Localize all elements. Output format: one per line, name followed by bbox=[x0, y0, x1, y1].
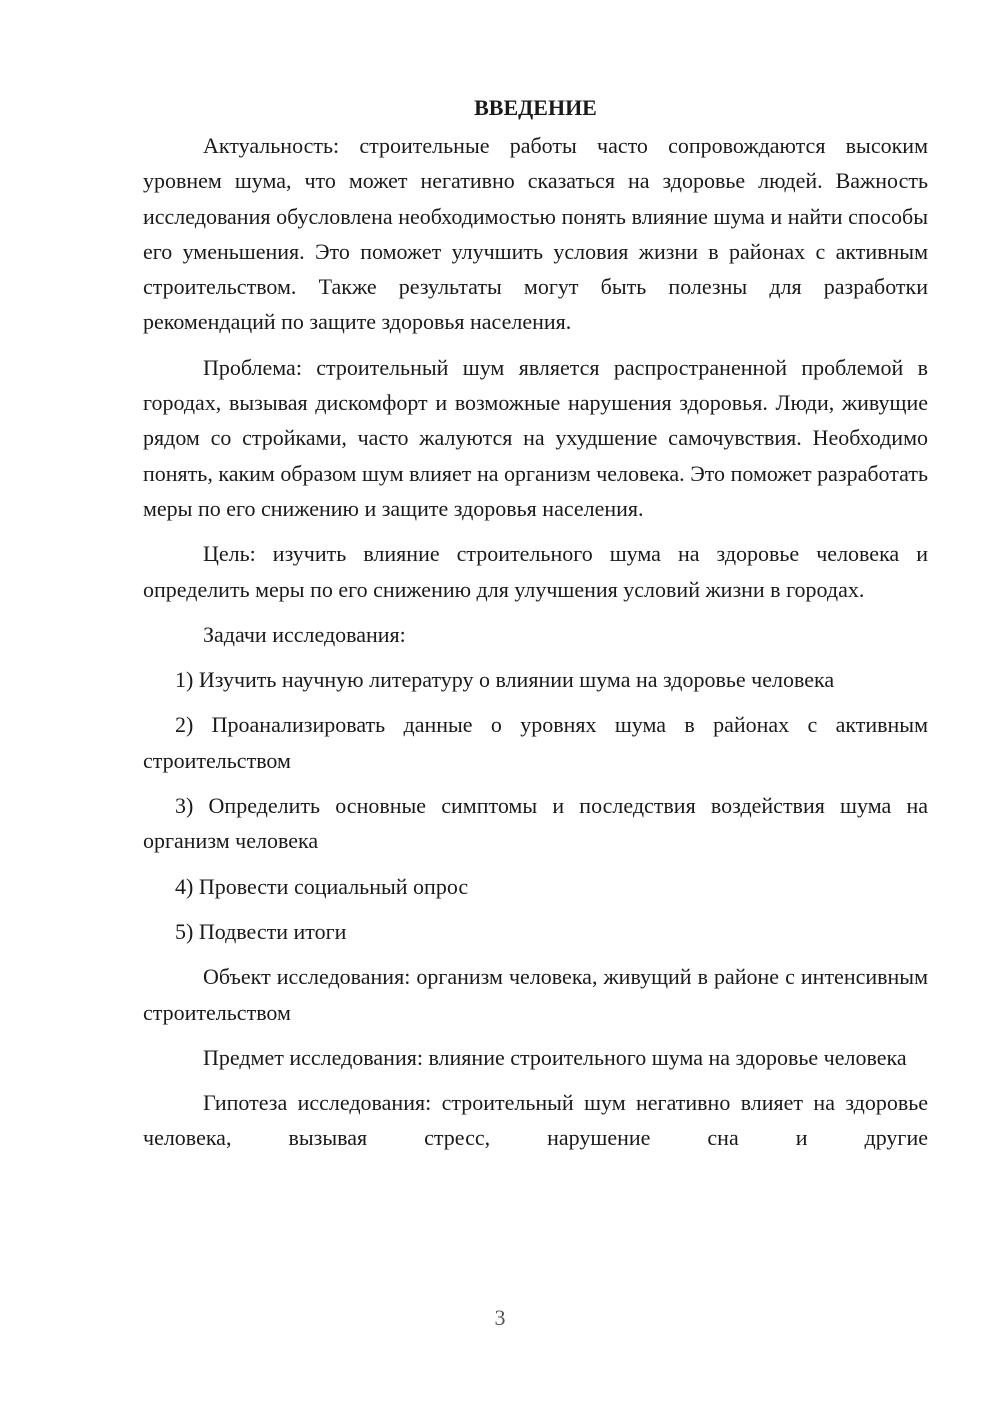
task-item-4: 4) Провести социальный опрос bbox=[175, 873, 469, 899]
task-item-3: 3) Определить основные симптомы и последствия воздействия шума на организм человека bbox=[143, 793, 928, 854]
task-item-5: 5) Подвести итоги bbox=[175, 918, 347, 944]
tasks-title: Задачи исследования: bbox=[203, 621, 406, 647]
page-number: 3 bbox=[494, 1305, 506, 1330]
subject-paragraph: Предмет исследования: влияние строительного шума на здоровье человека bbox=[203, 1044, 907, 1070]
relevance-paragraph: Актуальность: строительные работы часто сопровождаются высоким уровнем шума, что может негативно сказаться на здоровье людей. Важность исследования обусловлена необходимостью понять влияние шума и найти способы его уменьшения. Это поможет улучшить условия жизни в районах с активным строительством. Также результаты могут быть полезны для разработки рекомендаций по защите здоровья населения. bbox=[143, 133, 928, 335]
goal-paragraph: Цель: изучить влияние строительного шума на здоровье человека и определить меры по его снижению для улучшения условий жизни в городах. bbox=[143, 541, 928, 602]
section-heading: ВВЕДЕНИЕ bbox=[474, 95, 597, 120]
document-page bbox=[143, 90, 928, 1156]
hypothesis-paragraph: Гипотеза исследования: строительный шум негативно влияет на здоровье человека, вызывая стресс, нарушение сна и другие bbox=[143, 1090, 928, 1151]
problem-paragraph: Проблема: строительный шум является распространенной проблемой в городах, вызывая дискомфорт и возможные нарушения здоровья. Люди, живущие рядом со стройками, часто жалуются на ухудшение самочувствия. Необходимо понять, каким образом шум влияет на организм человека. Это поможет разработать меры по его снижению и защите здоровья населения. bbox=[143, 354, 928, 521]
task-item-1: 1) Изучить научную литературу о влиянии шума на здоровье человека bbox=[175, 667, 835, 693]
object-paragraph: Объект исследования: организм человека, живущий в районе с интенсивным строительством bbox=[143, 964, 928, 1025]
task-item-2: 2) Проанализировать данные о уровнях шума в районах с активным строительством bbox=[143, 712, 928, 773]
